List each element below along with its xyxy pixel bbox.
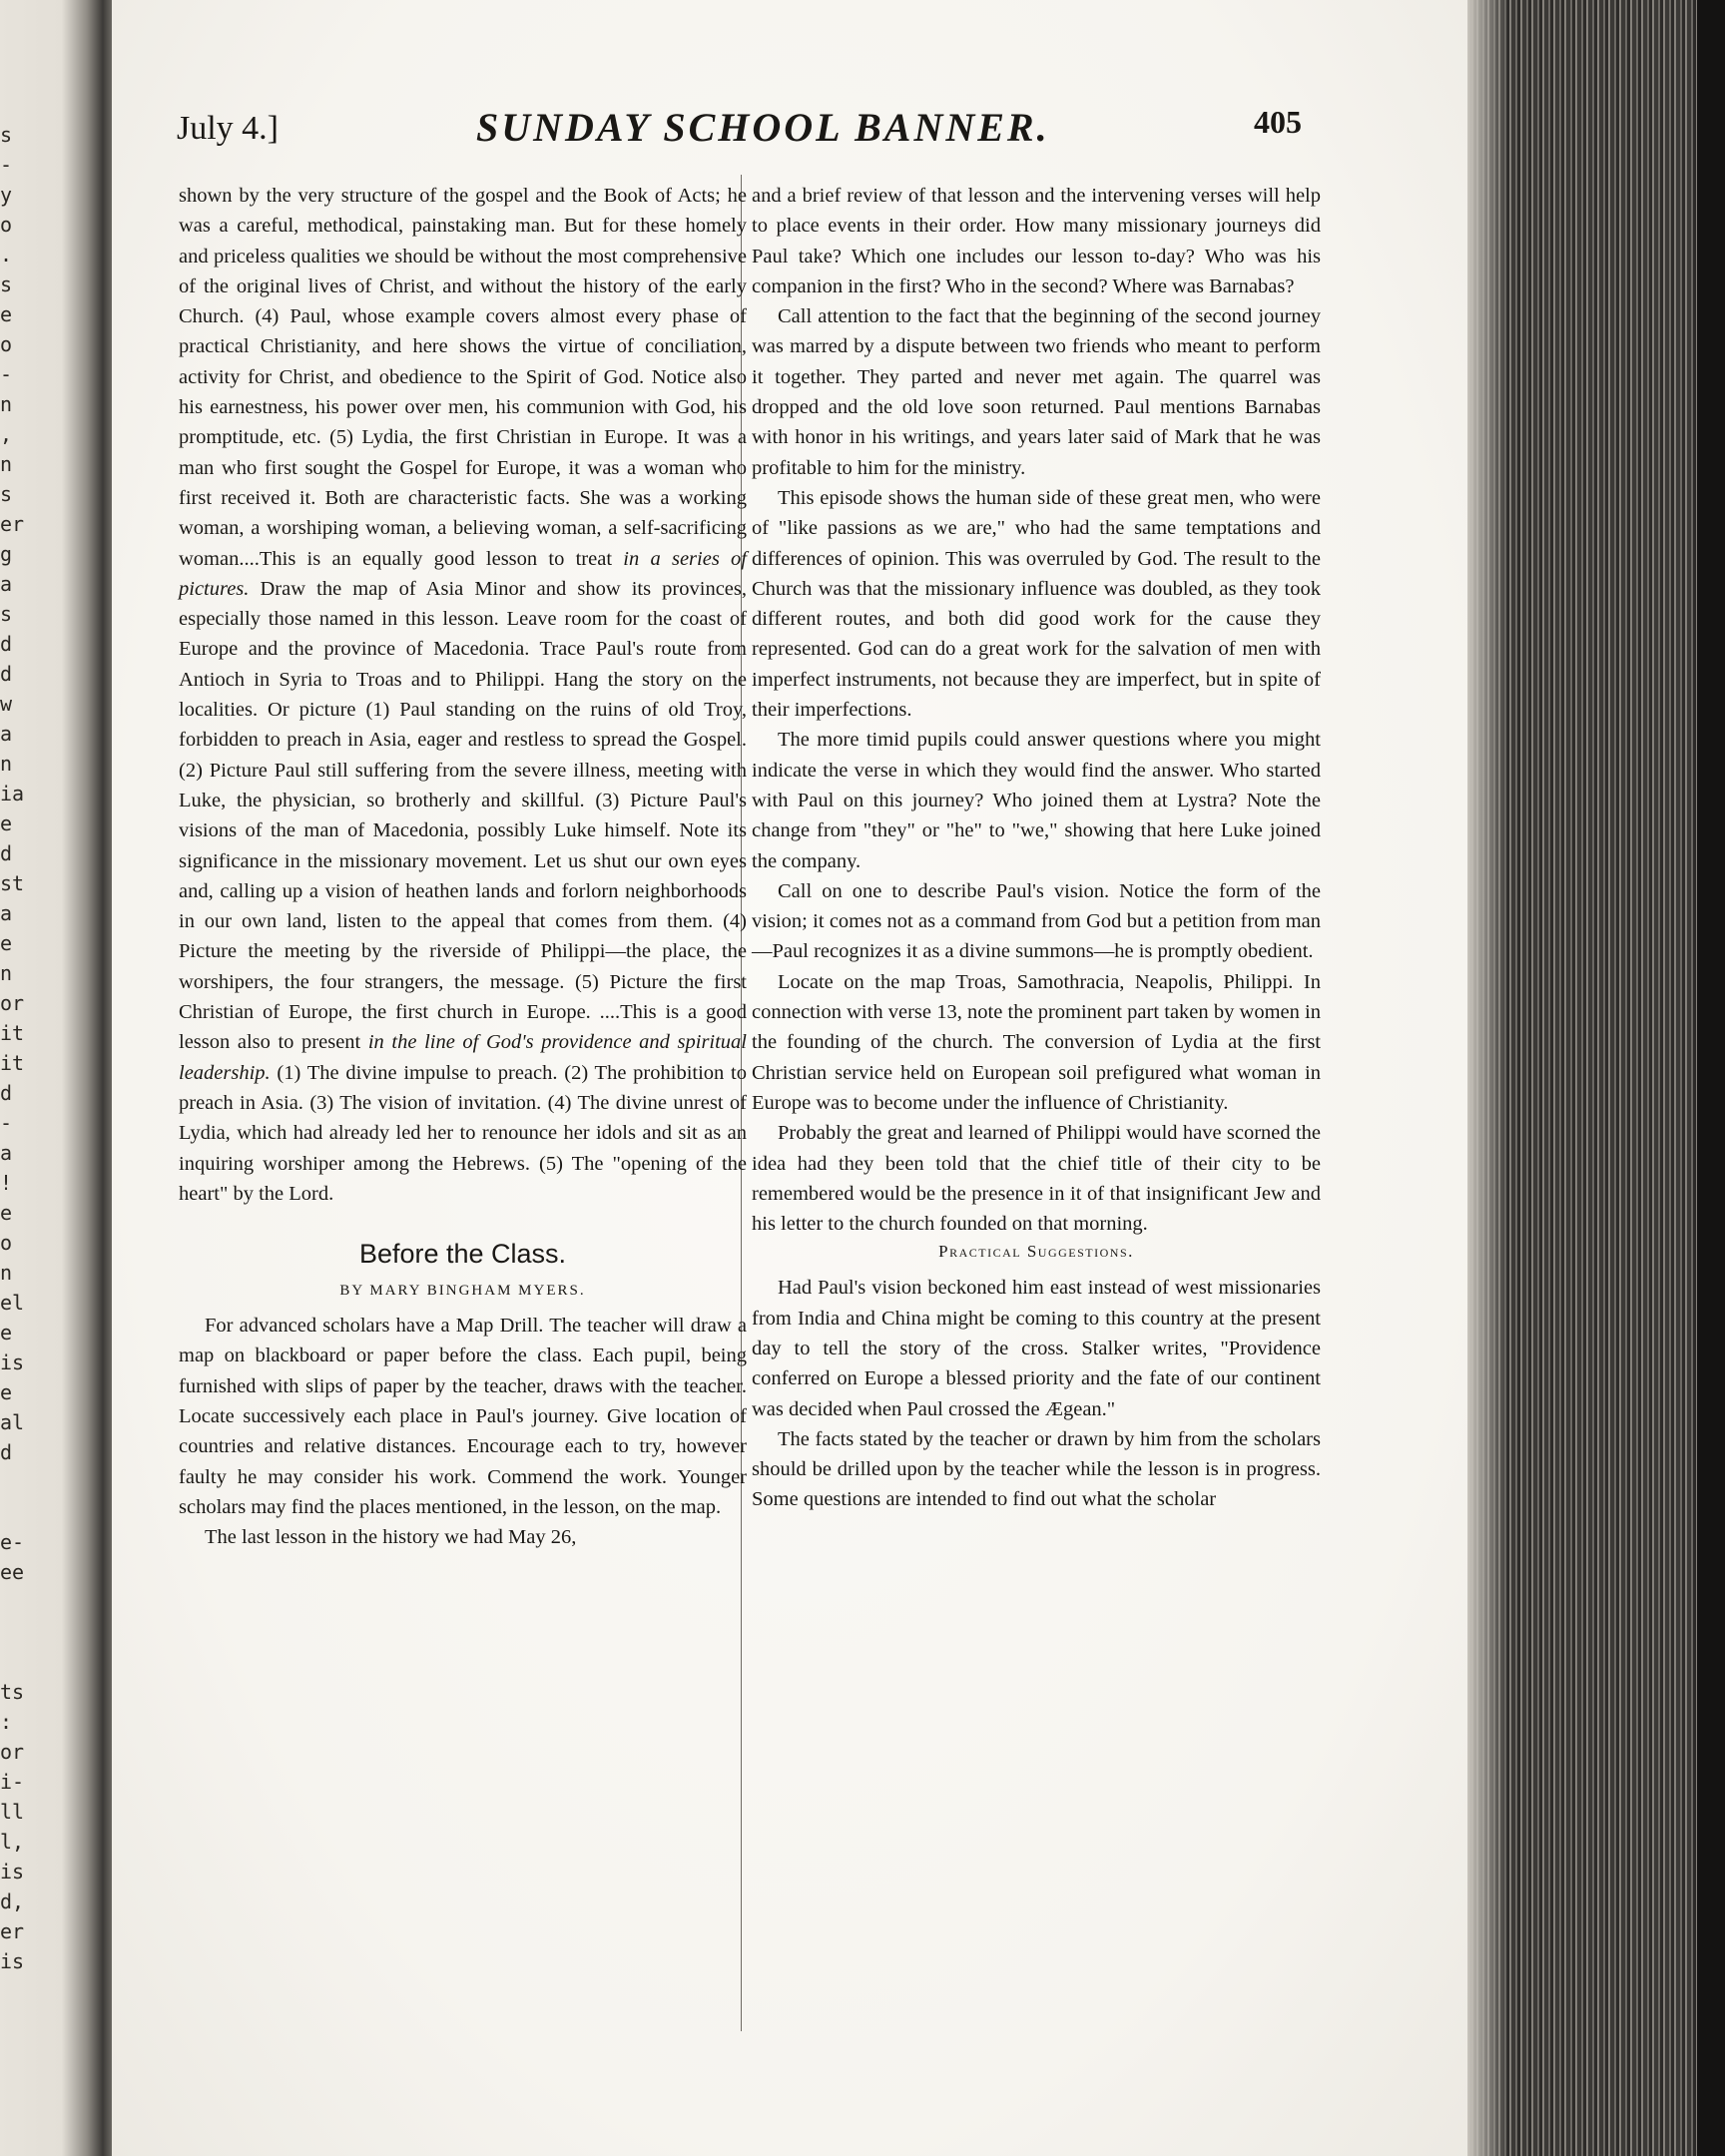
section-heading: Before the Class. [358, 1239, 567, 1270]
italic-run: in a series of pictures. [179, 547, 747, 600]
paragraph: The facts stated by the teacher or drawn by him from the scholars should be drilled upon by the teacher while the lesson is in progress. Some questions are intended to find out what the scholar [752, 1427, 1321, 1511]
text-run: (1) The divine impulse to preach. (2) The prohibition to preach in Asia. (3) The vision of invitation. (4) The divine unrest of Lydia, which had already led her to renounce her idols and sit as an inquiring worshiper among the Hebrews. (5) The "opening of the heart" by the Lord. [179, 1061, 747, 1205]
paragraph: Probably the great and learned of Philippi would have scorned the idea had they been told that the chief title of their city to be remembered would be the presence in it of that insignificant Jew and his letter to the church founded on that morning. [752, 1122, 1321, 1236]
paragraph [179, 181, 747, 1209]
italic-run: in the line of God's providence and spiritual leadership. [179, 1031, 748, 1084]
paragraph: This episode shows the human side of these great men, who were of "like passions as we are," who had the same temptations and differences of opinion. This was overruled by God. The result to the Church was that the missionary influence was doubled, as they took different routes, and both did good work for the cause they represented. God can do a great work for the salvation of men with imperfect instruments, not because they are imperfect, but in spite of their imperfections. [752, 486, 1321, 722]
page-number: 405 [1254, 104, 1302, 140]
text-run: shown by the very structure of the gospel and the Book of Acts; he was a careful, methodical, painstaking man. But for these homely and priceless qualities we should be without the most comprehensive of the original lives of Christ, and without the history of the early Church. (4) Paul, whose example covers almost every phase of practical Christianity, and here shows the virtue of conciliation, activity for Christ, and obedience to the Spirit of God. Notice also his earnestness, his power over men, his communion with God, his promptitude, etc. (5) Lydia, the first Christian in Europe. It was a man who first sought the Gospel for Europe, it was a woman who first received it. Both are characteristic facts. She was a working woman, a worshiping woman, a believing woman, a self-sacrificing woman....This is an equally good lesson to treat [179, 185, 747, 570]
running-head-date: July 4.] [177, 110, 279, 147]
paragraph: Locate on the map Troas, Samothracia, Neapolis, Philippi. In connection with verse 13, note the prominent part taken by women in the founding of the church. The conversion of Lydia at the first Christian service held on European soil prefigured what woman in Europe was to become under the influence of Christianity. [752, 970, 1321, 1114]
paragraph: The last lesson in the history we had May 26, [205, 1526, 577, 1549]
facing-page-strip [0, 0, 112, 2156]
facing-page-letters: s - y o . s e o - n , n s er g a s d d w a n ia e d st a e n or it it d - a ! e o n el e is e al d e- ee ts : or i- ll l, is d, er is [0, 123, 25, 1973]
paragraph: Call on one to describe Paul's vision. Notice the form of the vision; it comes not as a command from God but a petition from man—Paul recognizes it as a divine summons—he is promptly obedient. [752, 879, 1321, 963]
left-column [179, 181, 747, 2027]
subheading: Practical Suggestions. [938, 1242, 1134, 1262]
book-page [112, 0, 1484, 2156]
running-head-title: SUNDAY SCHOOL BANNER. [476, 105, 1050, 150]
paragraph: For advanced scholars have a Map Drill. The teacher will draw a map on blackboard or paper before the class. Each pupil, being furnished with slips of paper by the teacher, draws with the teacher. Locate successively each place in Paul's journey. Give location of countries and relative distances. Encourage each to try, however faulty he may consider his work. Commend the work. Younger scholars may find the places mentioned, in the lesson, on the map. [179, 1315, 747, 1518]
paragraph: Had Paul's vision beckoned him east instead of west missionaries from India and China might be coming to this country at the present day to tell the story of the cross. Stalker writes, "Providence conferred on Europe a blessed priority and the fate of our continent was decided when Paul crossed the Ægean." [752, 1277, 1321, 1420]
right-column [752, 181, 1321, 2027]
text-run: Draw the map of Asia Minor and show its provinces, especially those named in this lesson. Leave room for the coast of Europe and the province of Macedonia. Trace Paul's route from Antioch in Syria to Troas and to Philippi. Hang the story on the localities. Or picture (1) Paul standing on the ruins of old Troy, forbidden to preach in Asia, eager and restless to spread the Gospel. (2) Picture Paul still suffering from the severe illness, meeting with Luke, the physician, so brotherly and skillful. (3) Picture Paul's visions of the man of Macedonia, possibly Luke himself. Note its significance in the missionary movement. Let us shut our own eyes and, calling up a vision of heathen lands and forlorn neighborhoods in our own land, listen to the appeal that comes from them. (4) Picture the meeting by the riverside of Philippi—the place, the worshipers, the four strangers, the message. (5) Picture the first Christian of Europe, the first church in Europe. ....This is a good lesson also to present [179, 577, 747, 1054]
paragraph: Call attention to the fact that the beginning of the second journey was marred by a dispute between two friends who meant to perform it together. They parted and never met again. The quarrel was dropped and the old love soon returned. Paul mentions Barnabas with honor in his writings, and years later said of Mark that he was profitable to him for the ministry. [752, 305, 1321, 479]
byline: BY MARY BINGHAM MYERS. [339, 1283, 586, 1300]
paragraph: and a brief review of that lesson and the intervening verses will help to place events in their order. How many missionary journeys did Paul take? Which one includes our lesson to-day? Who was his companion in the first? Who in the second? Where was Barnabas? [752, 185, 1321, 297]
paragraph: The more timid pupils could answer questions where you might indicate the verse in which they would find the answer. Who started with Paul on this journey? Who joined them at Lystra? Note the change from "they" or "he" to "we," showing that here Luke joined the company. [752, 729, 1321, 872]
book-page-edges [1467, 0, 1725, 2156]
